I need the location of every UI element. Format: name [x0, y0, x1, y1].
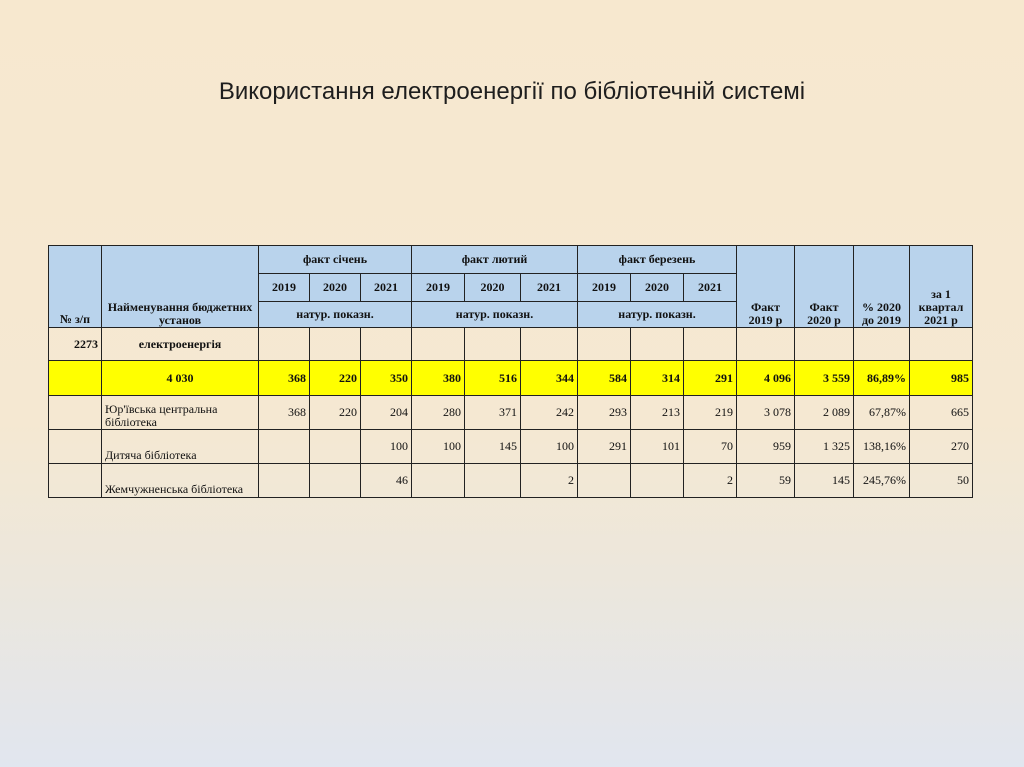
col-header-name: Найменування бюджетних установ	[102, 246, 259, 328]
table-cell: 2 089	[795, 396, 854, 430]
table-cell: 2	[684, 464, 737, 498]
table-cell	[578, 464, 631, 498]
col-group-february: факт лютий	[412, 246, 578, 274]
table-cell: 220	[310, 396, 361, 430]
table-cell: 1 325	[795, 430, 854, 464]
table-cell: 145	[795, 464, 854, 498]
table-cell: 100	[361, 430, 412, 464]
table-cell: 70	[684, 430, 737, 464]
table-cell: 371	[465, 396, 521, 430]
table-cell: 100	[521, 430, 578, 464]
table-cell: 280	[412, 396, 465, 430]
total-cell: 4 096	[737, 361, 795, 396]
table-cell: 145	[465, 430, 521, 464]
section-name: електроенергія	[102, 328, 259, 361]
total-cell: 3 559	[795, 361, 854, 396]
table-cell: 138,16%	[854, 430, 910, 464]
table-cell: 293	[578, 396, 631, 430]
total-cell: 291	[684, 361, 737, 396]
row-name: Юр'ївська центральна бібліотека	[102, 396, 259, 430]
section-row	[49, 328, 973, 361]
year-jan-2021: 2021	[361, 274, 412, 302]
slide-title: Використання електроенергії по бібліотечній системі	[218, 78, 806, 105]
col-group-march: факт березень	[578, 246, 737, 274]
year-jan-2020: 2020	[310, 274, 361, 302]
section-code: 2273	[49, 328, 102, 361]
row-name: Жемчужненська бібліотека	[102, 464, 259, 498]
header-row-groups	[49, 246, 973, 274]
table-cell	[259, 430, 310, 464]
year-mar-2020: 2020	[631, 274, 684, 302]
table-cell	[412, 464, 465, 498]
table-cell: 100	[412, 430, 465, 464]
year-jan-2019: 2019	[259, 274, 310, 302]
total-cell: 220	[310, 361, 361, 396]
table-cell: 959	[737, 430, 795, 464]
table-row	[49, 464, 973, 498]
total-cell: 368	[259, 361, 310, 396]
year-mar-2021: 2021	[684, 274, 737, 302]
total-label: 4 030	[102, 361, 259, 396]
table-cell	[465, 464, 521, 498]
total-cell: 86,89%	[854, 361, 910, 396]
table-cell: 219	[684, 396, 737, 430]
table-cell: 242	[521, 396, 578, 430]
table-cell: 46	[361, 464, 412, 498]
col-header-percent: % 2020 до 2019	[854, 246, 910, 328]
table-cell: 245,76%	[854, 464, 910, 498]
table-cell: 59	[737, 464, 795, 498]
year-mar-2019: 2019	[578, 274, 631, 302]
total-cell: 985	[910, 361, 973, 396]
total-cell: 584	[578, 361, 631, 396]
table-cell: 67,87%	[854, 396, 910, 430]
energy-table	[48, 245, 973, 498]
table-cell: 2	[521, 464, 578, 498]
table-cell: 665	[910, 396, 973, 430]
col-header-fact-2020: Факт 2020 р	[795, 246, 854, 328]
table-row	[49, 430, 973, 464]
units-march: натур. показн.	[578, 302, 737, 328]
table-cell	[310, 430, 361, 464]
col-header-fact-2019: Факт 2019 р	[737, 246, 795, 328]
table-cell	[631, 464, 684, 498]
col-header-q1-2021: за 1 квартал 2021 р	[910, 246, 973, 328]
table-cell: 50	[910, 464, 973, 498]
total-cell: 350	[361, 361, 412, 396]
table-cell	[310, 464, 361, 498]
total-cell: 344	[521, 361, 578, 396]
units-february: натур. показн.	[412, 302, 578, 328]
table-row	[49, 396, 973, 430]
table-cell: 101	[631, 430, 684, 464]
total-cell: 516	[465, 361, 521, 396]
year-feb-2019: 2019	[412, 274, 465, 302]
total-cell: 380	[412, 361, 465, 396]
table-cell: 3 078	[737, 396, 795, 430]
year-feb-2021: 2021	[521, 274, 578, 302]
table-cell: 204	[361, 396, 412, 430]
table-cell: 213	[631, 396, 684, 430]
table-cell: 270	[910, 430, 973, 464]
total-row	[49, 361, 973, 396]
table-cell: 368	[259, 396, 310, 430]
total-cell: 314	[631, 361, 684, 396]
col-group-january: факт січень	[259, 246, 412, 274]
year-feb-2020: 2020	[465, 274, 521, 302]
units-january: натур. показн.	[259, 302, 412, 328]
table-cell: 291	[578, 430, 631, 464]
row-name: Дитяча бібліотека	[102, 430, 259, 464]
col-header-number: № з/п	[49, 246, 102, 328]
table-cell	[259, 464, 310, 498]
